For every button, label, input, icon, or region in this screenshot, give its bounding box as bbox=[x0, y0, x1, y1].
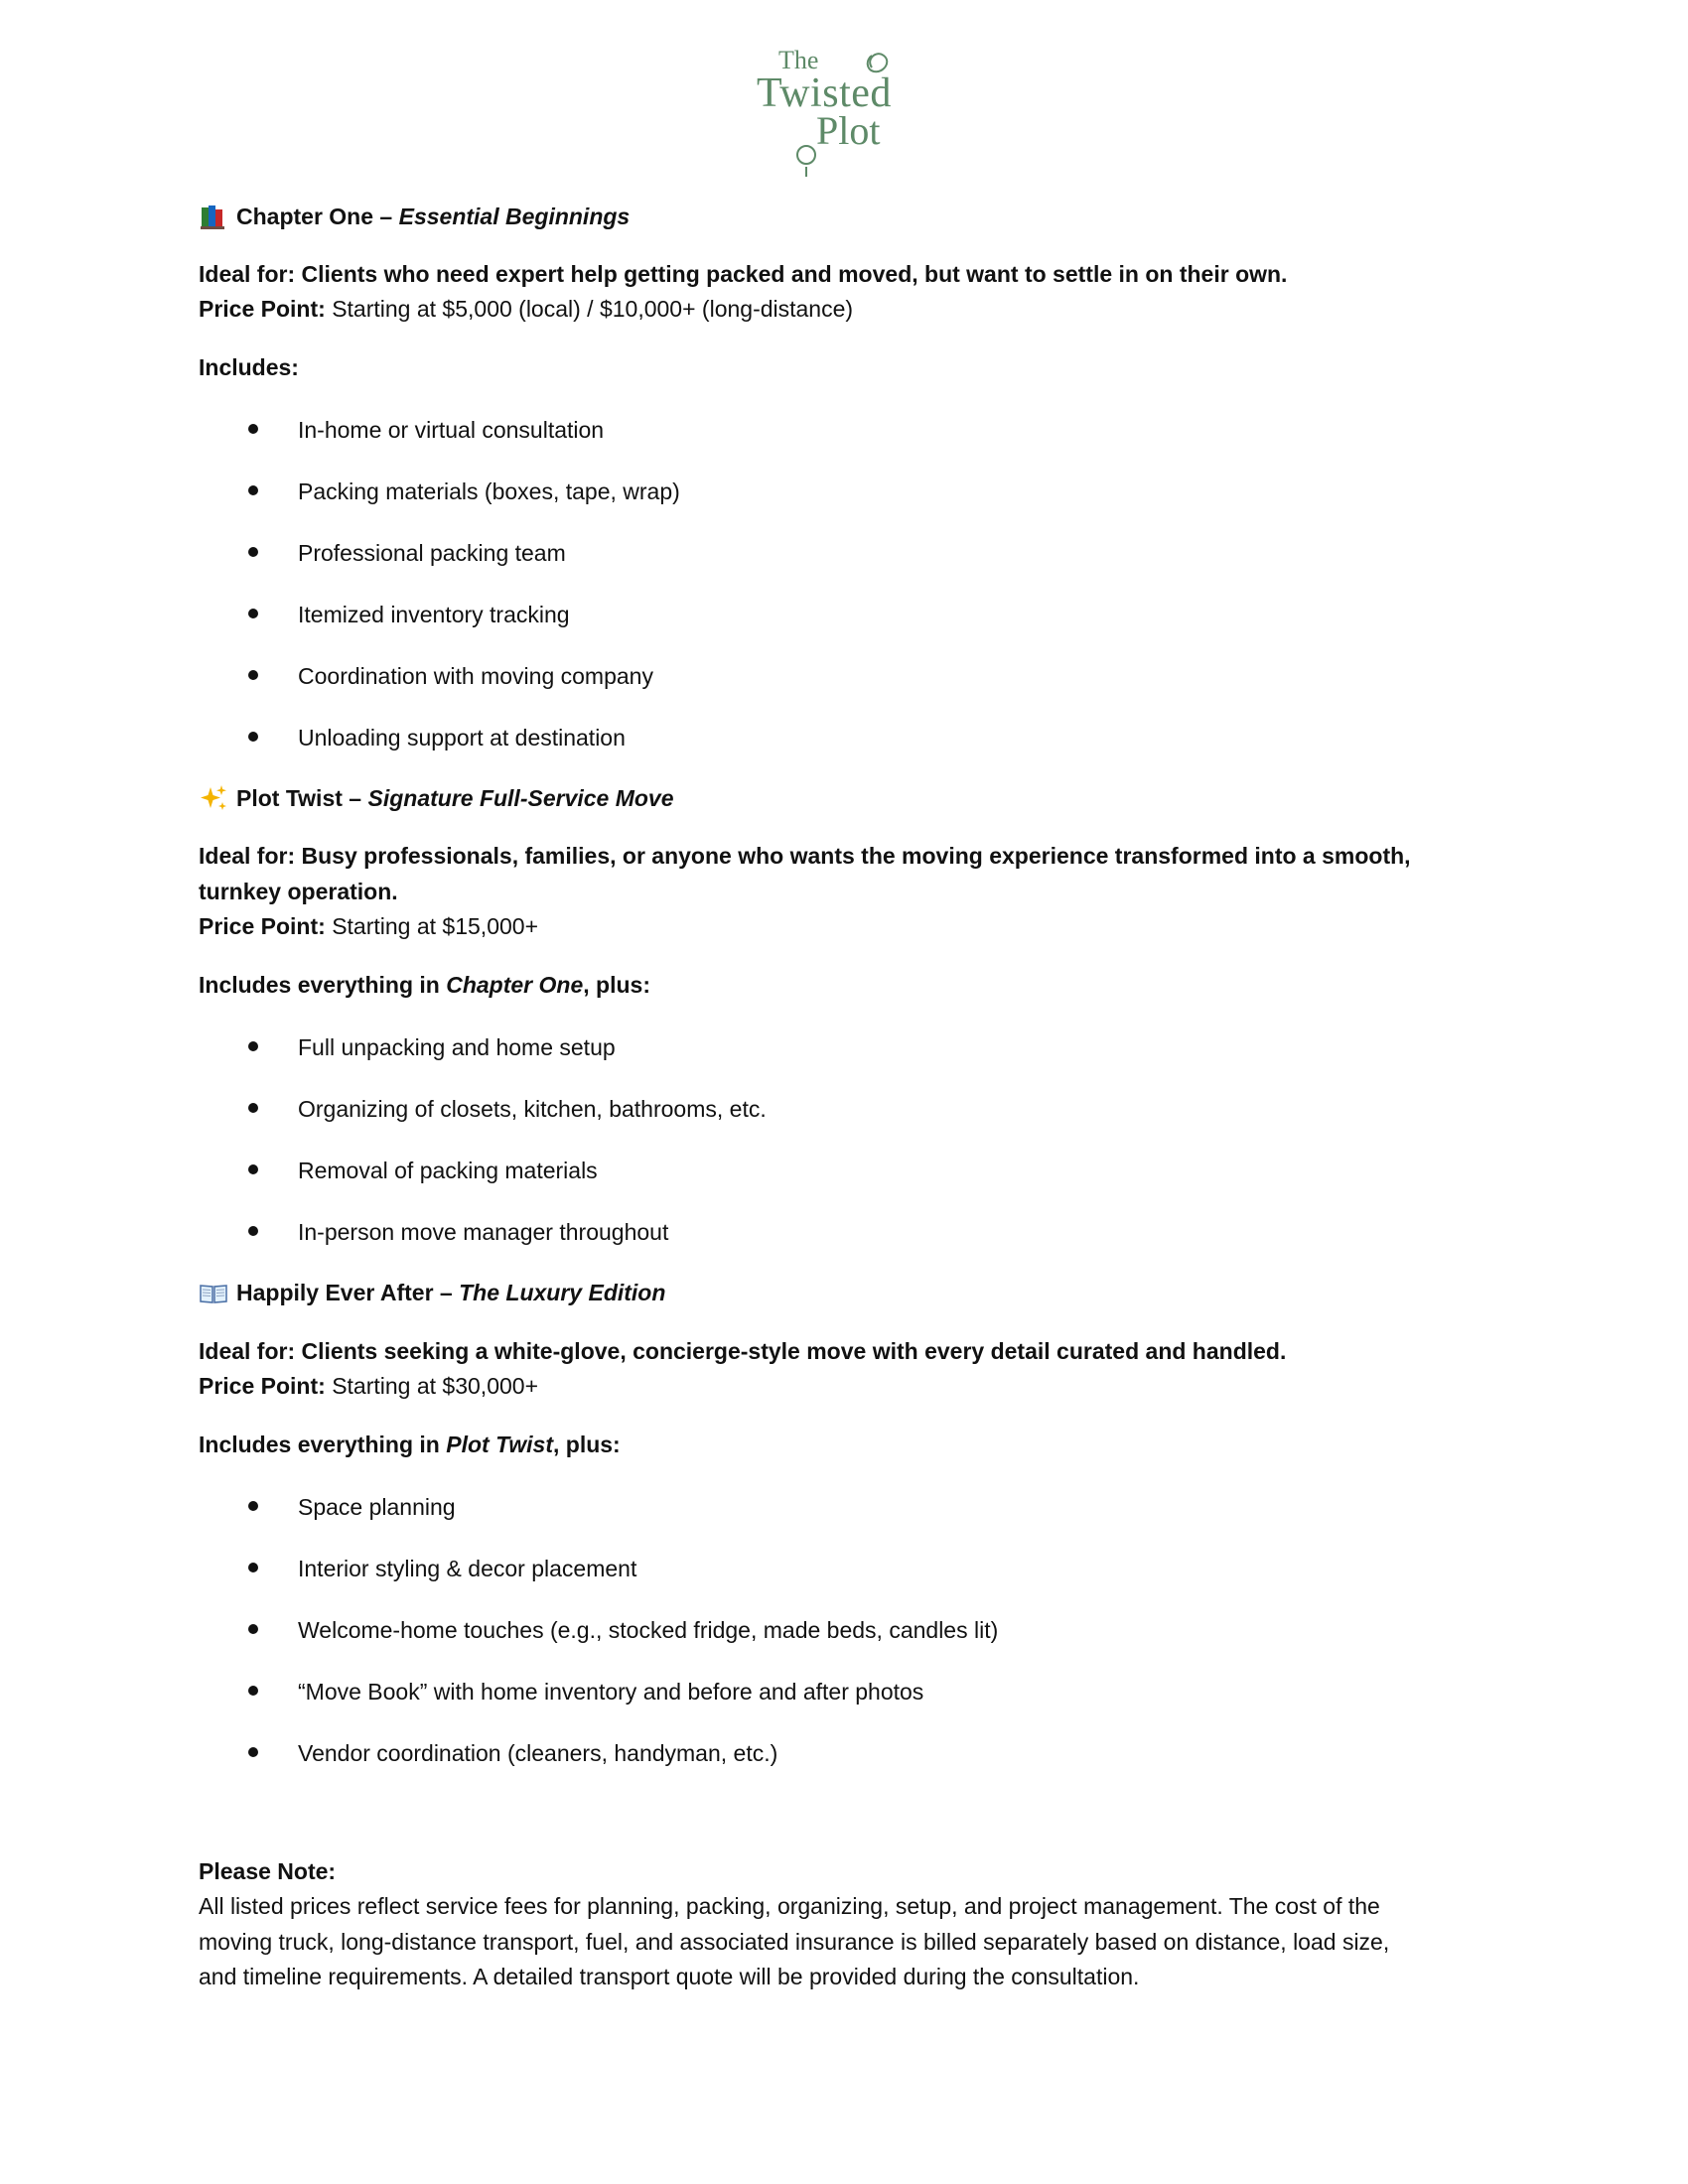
list-item bbox=[199, 477, 680, 538]
includes-heading bbox=[199, 352, 299, 382]
price-point-label: Price Point: bbox=[199, 296, 326, 322]
bullet bbox=[248, 1747, 258, 1757]
section-title: Chapter One bbox=[236, 204, 374, 229]
list-item bbox=[199, 1032, 767, 1094]
section-subtitle: Signature Full-Service Move bbox=[367, 785, 674, 811]
list-item bbox=[199, 1492, 998, 1554]
section-heading-plot-twist bbox=[199, 783, 674, 813]
price-point-line bbox=[199, 1371, 538, 1401]
ideal-for-line bbox=[199, 259, 1287, 289]
section-heading-happily-ever-after bbox=[199, 1278, 665, 1307]
bullet bbox=[248, 485, 258, 495]
price-point-label: Price Point: bbox=[199, 1373, 326, 1399]
section-title: Happily Ever After bbox=[236, 1280, 434, 1305]
service-list-happily-ever-after bbox=[199, 1492, 998, 1800]
list-item bbox=[199, 600, 680, 661]
note-label: Please Note: bbox=[199, 1858, 337, 1884]
list-item-text: Interior styling & decor placement bbox=[298, 1556, 637, 1581]
ideal-for-line-continued: turnkey operation. bbox=[199, 879, 398, 904]
list-item bbox=[199, 538, 680, 600]
list-item bbox=[199, 1677, 998, 1738]
list-item bbox=[199, 1615, 998, 1677]
bullet bbox=[248, 1041, 258, 1051]
ideal-for-label: Ideal for: bbox=[199, 261, 296, 287]
section-heading-chapter-one bbox=[199, 202, 630, 231]
ideal-for-text: Clients seeking a white-glove, concierge-style move with every detail curated and handled. bbox=[301, 1338, 1287, 1364]
note-body-line: moving truck, long-distance transport, fuel, and associated insurance is billed separately based on distance, load size, bbox=[199, 1929, 1390, 1955]
list-item bbox=[199, 415, 680, 477]
books-icon bbox=[199, 202, 228, 231]
bullet bbox=[248, 1226, 258, 1236]
sparkles-icon bbox=[199, 783, 228, 813]
list-item bbox=[199, 723, 680, 784]
bullet bbox=[248, 1501, 258, 1511]
list-item-text: Packing materials (boxes, tape, wrap) bbox=[298, 478, 680, 504]
list-item-text: Coordination with moving company bbox=[298, 663, 653, 689]
price-point-line bbox=[199, 911, 538, 941]
bullet bbox=[248, 609, 258, 618]
includes-heading bbox=[199, 1430, 621, 1459]
list-item-text: Vendor coordination (cleaners, handyman, etc.) bbox=[298, 1740, 778, 1766]
ideal-for-label: Ideal for: bbox=[199, 1338, 296, 1364]
logo-word-twisted: Twisted bbox=[757, 70, 892, 116]
price-point-text: Starting at $5,000 (local) / $10,000+ (long-distance) bbox=[332, 296, 854, 322]
ideal-for-text: Clients who need expert help getting packed and moved, but want to settle in on their own. bbox=[301, 261, 1288, 287]
price-point-text: Starting at $30,000+ bbox=[332, 1373, 539, 1399]
includes-reference: Plot Twist bbox=[446, 1432, 553, 1457]
title-dash: – bbox=[433, 1280, 460, 1305]
bullet bbox=[248, 1563, 258, 1572]
includes-label: Includes everything in bbox=[199, 1432, 447, 1457]
ideal-for-line bbox=[199, 1336, 1286, 1366]
list-item-text: In-home or virtual consultation bbox=[298, 417, 605, 443]
section-subtitle: Essential Beginnings bbox=[398, 204, 631, 229]
list-item-text: Space planning bbox=[298, 1494, 456, 1520]
list-item-text: Unloading support at destination bbox=[298, 725, 626, 751]
list-item bbox=[199, 1094, 767, 1156]
list-item bbox=[199, 1554, 998, 1615]
note-body-line: All listed prices reflect service fees for planning, packing, organizing, setup, and project management. The cost of the bbox=[199, 1893, 1380, 1919]
includes-suffix: , plus: bbox=[553, 1432, 621, 1457]
list-item bbox=[199, 1738, 998, 1800]
list-item-text: “Move Book” with home inventory and before and after photos bbox=[298, 1679, 924, 1705]
list-item-text: Organizing of closets, kitchen, bathrooms, etc. bbox=[298, 1096, 767, 1122]
ideal-for-label: Ideal for: bbox=[199, 843, 296, 869]
includes-suffix: , plus: bbox=[583, 972, 650, 998]
includes-label: Includes: bbox=[199, 354, 299, 380]
list-item-text: Itemized inventory tracking bbox=[298, 602, 570, 627]
logo-word-the: The bbox=[778, 46, 819, 74]
logo-word-plot: Plot bbox=[816, 108, 881, 153]
company-logo bbox=[755, 38, 923, 177]
bullet bbox=[248, 732, 258, 742]
bullet bbox=[248, 424, 258, 434]
list-item bbox=[199, 661, 680, 723]
bullet bbox=[248, 1686, 258, 1696]
includes-reference: Chapter One bbox=[446, 972, 584, 998]
list-item-text: In-person move manager throughout bbox=[298, 1219, 669, 1245]
bullet bbox=[248, 1164, 258, 1174]
title-dash: – bbox=[342, 785, 368, 811]
list-item-text: Professional packing team bbox=[298, 540, 566, 566]
ideal-for-line bbox=[199, 841, 1411, 871]
list-item-text: Full unpacking and home setup bbox=[298, 1034, 616, 1060]
section-subtitle: The Luxury Edition bbox=[459, 1280, 666, 1305]
price-point-text: Starting at $15,000+ bbox=[332, 913, 539, 939]
includes-heading bbox=[199, 970, 650, 1000]
note-body-line: and timeline requirements. A detailed transport quote will be provided during the consultation. bbox=[199, 1964, 1140, 1989]
title-dash: – bbox=[373, 204, 399, 229]
bullet bbox=[248, 547, 258, 557]
list-item bbox=[199, 1217, 767, 1279]
open-book-icon bbox=[199, 1278, 228, 1307]
section-title: Plot Twist bbox=[236, 785, 343, 811]
list-item bbox=[199, 1156, 767, 1217]
includes-label: Includes everything in bbox=[199, 972, 447, 998]
bullet bbox=[248, 1624, 258, 1634]
service-list-plot-twist bbox=[199, 1032, 767, 1279]
list-item-text: Removal of packing materials bbox=[298, 1158, 598, 1183]
list-item-text: Welcome-home touches (e.g., stocked fridge, made beds, candles lit) bbox=[298, 1617, 999, 1643]
ideal-for-text: Busy professionals, families, or anyone who wants the moving experience transformed into a smooth, bbox=[301, 843, 1411, 869]
price-point-line bbox=[199, 294, 853, 324]
service-list-chapter-one bbox=[199, 415, 680, 784]
price-point-label: Price Point: bbox=[199, 913, 326, 939]
bullet bbox=[248, 1103, 258, 1113]
bullet bbox=[248, 670, 258, 680]
